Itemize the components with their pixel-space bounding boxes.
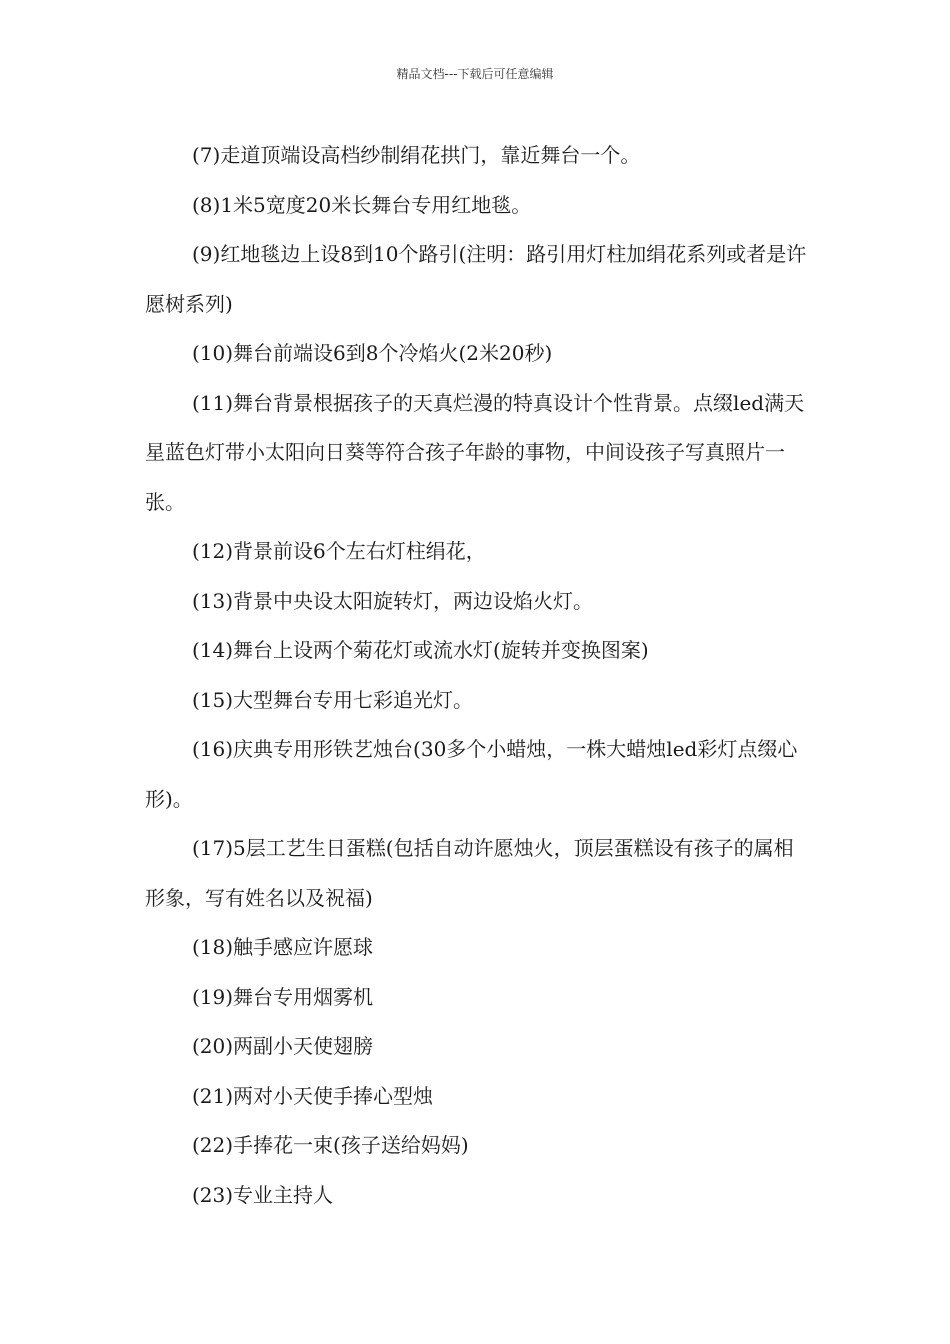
list-item: (19)舞台专用烟雾机 <box>192 984 374 1009</box>
list-item: (8)1米5宽度20米长舞台专用红地毯。 <box>192 192 532 217</box>
list-item: (15)大型舞台专用七彩追光灯。 <box>192 687 474 712</box>
list-item: (9)红地毯边上设8到10个路引(注明：路引用灯柱加绢花系列或者是许愿树系列) <box>145 242 807 316</box>
page-header: 精品文档---下载后可任意编辑 <box>396 67 554 81</box>
list-item: (17)5层工艺生日蛋糕(包括自动许愿烛火，顶层蛋糕设有孩子的属相形象，写有姓名以及祝福) <box>145 836 794 910</box>
list-item: (18)触手感应许愿球 <box>192 935 374 959</box>
list-item: (23)专业主持人 <box>192 1182 334 1207</box>
list-item: (20)两副小天使翅膀 <box>192 1034 374 1058</box>
list-item: (14)舞台上设两个菊花灯或流水灯(旋转并变换图案) <box>192 638 649 662</box>
list-item: (13)背景中央设太阳旋转灯，两边设焰火灯。 <box>192 588 594 613</box>
list-item: (11)舞台背景根据孩子的天真烂漫的特真设计个性背景。点缀led满天星蓝色灯带小太阳向日葵等符合孩子年龄的事物，中间设孩子写真照片一张。 <box>145 390 805 514</box>
list-item: (7)走道顶端设高档纱制绢花拱门，靠近舞台一个。 <box>192 143 641 167</box>
list-item: (22)手捧花一束(孩子送给妈妈) <box>192 1133 469 1157</box>
list-item: (10)舞台前端设6到8个冷焰火(2米20秒) <box>192 341 553 365</box>
list-item: (21)两对小天使手捧心型烛 <box>192 1083 434 1108</box>
list-item: (12)背景前设6个左右灯柱绢花， <box>192 539 486 563</box>
list-item: (16)庆典专用形铁艺烛台(30多个小蜡烛，一株大蜡烛led彩灯点缀心形)。 <box>145 737 798 811</box>
document-body <box>145 131 807 1220</box>
